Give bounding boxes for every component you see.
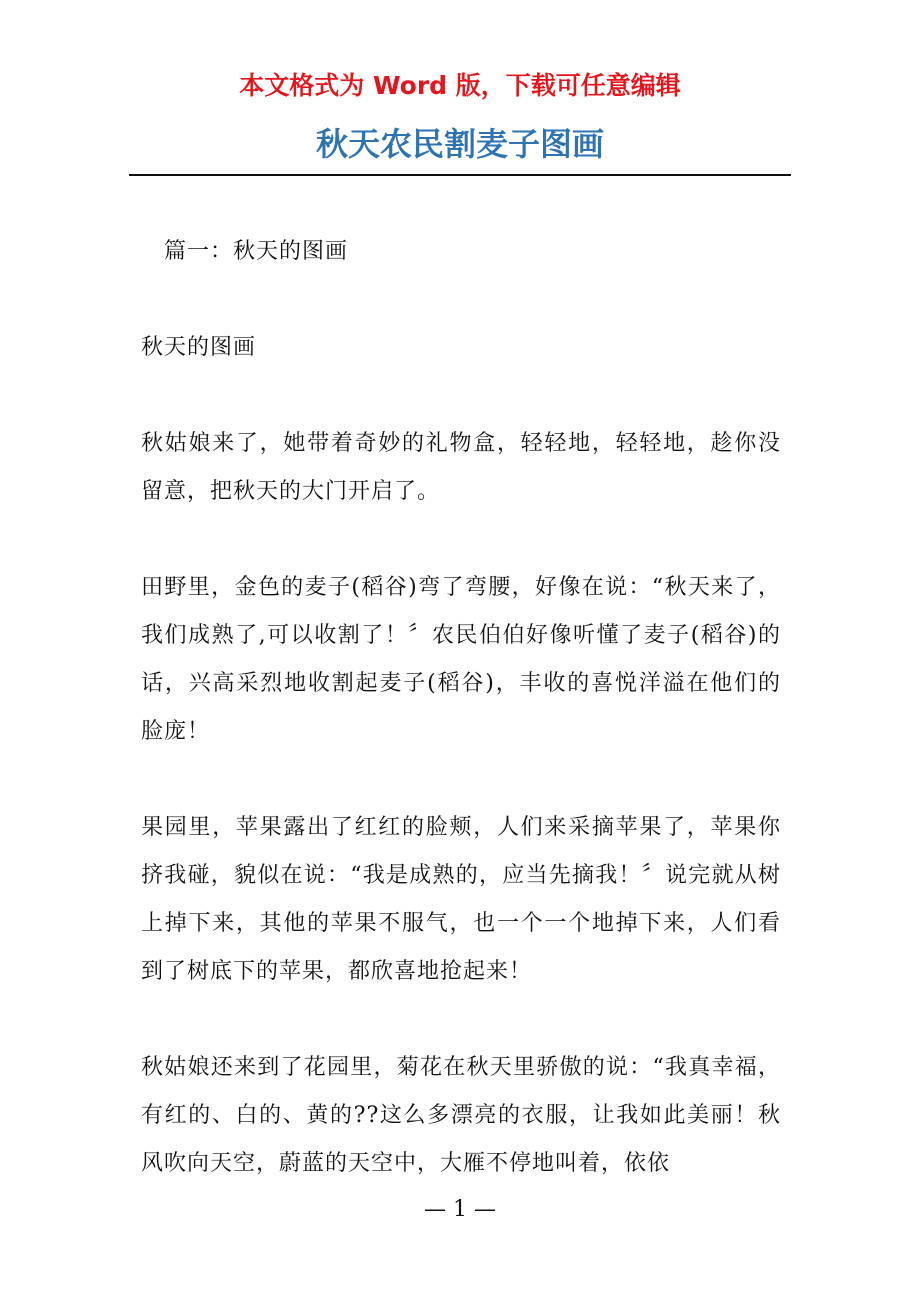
title-divider	[129, 174, 791, 176]
document-body	[141, 228, 781, 1236]
page-number: — 1 —	[424, 1197, 496, 1222]
section-subtitle: 秋天的图画	[141, 335, 257, 360]
section-heading: 篇一：秋天的图画	[164, 239, 349, 264]
paragraph: 果园里，苹果露出了红红的脸颊，人们来采摘苹果了，苹果你挤我碰，貌似在说：“我是成熟的，应当先摘我！〞说完就从树上掉下来，其他的苹果不服气，也一个一个地掉下来，人们看到了树底下的苹果，都欣喜地抢起来！	[141, 815, 781, 984]
paragraph: 秋姑娘还来到了花园里，菊花在秋天里骄傲的说：“我真幸福，有红的、白的、黄的??这么多漂亮的衣服，让我如此美丽！秋风吹向天空，蔚蓝的天空中，大雁不停地叫着，依依	[141, 1055, 781, 1176]
format-notice: 本文格式为 Word 版，下载可任意编辑	[239, 71, 681, 100]
paragraph: 田野里，金色的麦子(稻谷)弯了弯腰，好像在说：“秋天来了，我们成熟了,可以收割了！〞农民伯伯好像听懂了麦子(稻谷)的话，兴高采烈地收割起麦子(稻谷)，丰收的喜悦洋溢在他们的脸庞！	[141, 575, 781, 744]
document-title: 秋天农民割麦子图画	[315, 125, 604, 163]
paragraph: 秋姑娘来了，她带着奇妙的礼物盒，轻轻地，轻轻地，趁你没留意，把秋天的大门开启了。	[141, 431, 781, 504]
